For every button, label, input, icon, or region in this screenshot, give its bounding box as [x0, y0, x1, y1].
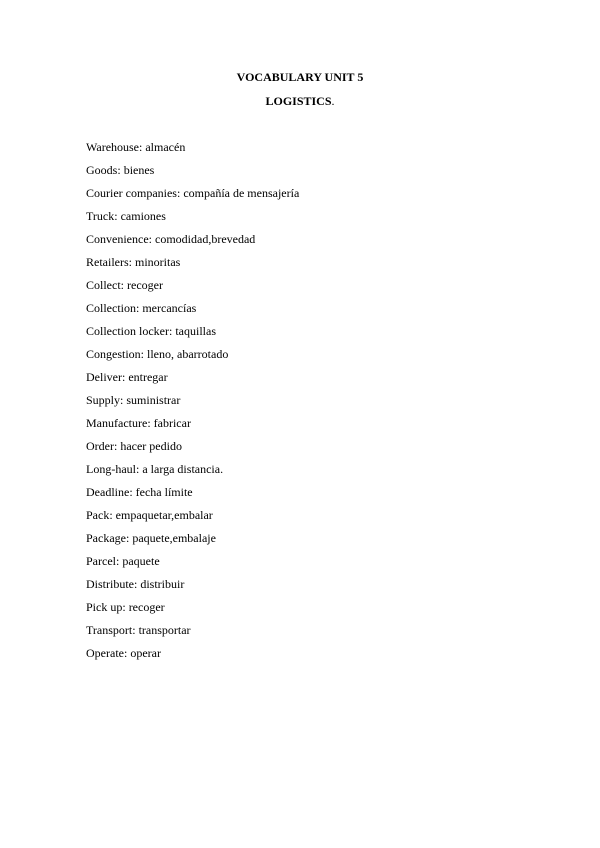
vocab-item: Package: paquete,embalaje — [86, 531, 216, 545]
vocab-term: Collection — [86, 301, 136, 315]
vocab-translation: almacén — [145, 140, 186, 154]
vocab-translation: fecha límite — [135, 485, 193, 499]
vocab-translation: paquete — [122, 554, 160, 568]
vocab-item: Deadline: fecha límite — [86, 485, 193, 499]
vocab-translation: compañía de mensajería — [183, 186, 300, 200]
vocab-term: Deliver — [86, 370, 122, 384]
vocab-translation: entregar — [128, 370, 168, 384]
vocab-term: Congestion — [86, 347, 141, 361]
vocab-translation: bienes — [123, 163, 155, 177]
vocab-item: Order: hacer pedido — [86, 439, 182, 453]
subtitle-period: . — [331, 94, 335, 108]
vocab-translation: fabricar — [153, 416, 191, 430]
vocabulary-list — [86, 139, 299, 668]
vocab-translation: empaquetar,embalar — [115, 508, 213, 522]
vocab-item: Pick up: recoger — [86, 600, 165, 614]
vocab-item: Pack: empaquetar,embalar — [86, 508, 213, 522]
vocab-term: Supply — [86, 393, 121, 407]
vocab-item: Congestion: lleno, abarrotado — [86, 347, 229, 361]
vocab-translation: distribuir — [140, 577, 185, 591]
vocab-term: Pack — [86, 508, 110, 522]
vocab-item: Retailers: minoritas — [86, 255, 181, 269]
vocab-term: Transport — [86, 623, 133, 637]
vocab-translation: suministrar — [126, 393, 181, 407]
vocab-translation: comodidad,brevedad — [155, 232, 256, 246]
vocab-term: Package — [86, 531, 126, 545]
document-title: VOCABULARY UNIT 5 — [236, 70, 364, 84]
vocab-translation: operar — [130, 646, 161, 660]
vocab-item: Parcel: paquete — [86, 554, 160, 568]
vocab-item: Collection: mercancías — [86, 301, 197, 315]
vocab-item: Distribute: distribuir — [86, 577, 185, 591]
document-subtitle — [0, 94, 600, 108]
vocab-translation: camiones — [120, 209, 166, 223]
vocab-translation: a larga distancia. — [142, 462, 224, 476]
vocab-term: Parcel — [86, 554, 116, 568]
vocab-term: Convenience — [86, 232, 149, 246]
subtitle-text: LOGISTICS — [265, 94, 332, 108]
vocab-term: Courier companies — [86, 186, 177, 200]
vocab-translation: recoger — [127, 278, 163, 292]
vocab-item: Supply: suministrar — [86, 393, 181, 407]
vocab-item: Courier companies: compañía de mensajería — [86, 186, 300, 200]
vocab-term: Distribute — [86, 577, 134, 591]
vocab-translation: hacer pedido — [120, 439, 182, 453]
vocab-translation: mercancías — [142, 301, 197, 315]
vocab-term: Deadline — [86, 485, 130, 499]
vocab-translation: paquete,embalaje — [132, 531, 216, 545]
vocab-translation: minoritas — [135, 255, 181, 269]
vocab-item: Collection locker: taquillas — [86, 324, 216, 338]
vocab-term: Manufacture — [86, 416, 148, 430]
vocab-item: Deliver: entregar — [86, 370, 168, 384]
vocab-item: Long-haul: a larga distancia. — [86, 462, 224, 476]
vocab-item: Operate: operar — [86, 646, 161, 660]
vocab-item: Truck: camiones — [86, 209, 166, 223]
vocab-translation: recoger — [128, 600, 165, 614]
vocab-term: Order — [86, 439, 114, 453]
vocab-term: Pick up — [86, 600, 123, 614]
vocab-item: Collect: recoger — [86, 278, 163, 292]
vocab-term: Goods — [86, 163, 118, 177]
vocab-term: Long-haul — [86, 462, 136, 476]
vocab-term: Truck — [86, 209, 115, 223]
vocab-term: Collect — [86, 278, 121, 292]
vocab-term: Operate — [86, 646, 124, 660]
vocab-translation: taquillas — [175, 324, 216, 338]
vocab-term: Retailers — [86, 255, 129, 269]
vocab-term: Warehouse — [86, 140, 140, 154]
vocab-translation: lleno, abarrotado — [147, 347, 229, 361]
vocab-item: Warehouse: almacén — [86, 140, 186, 154]
vocab-translation: transportar — [138, 623, 191, 637]
vocab-term: Collection locker — [86, 324, 169, 338]
vocab-item: Transport: transportar — [86, 623, 191, 637]
vocab-item: Goods: bienes — [86, 163, 155, 177]
vocab-item: Convenience: comodidad,brevedad — [86, 232, 256, 246]
vocab-item: Manufacture: fabricar — [86, 416, 191, 430]
